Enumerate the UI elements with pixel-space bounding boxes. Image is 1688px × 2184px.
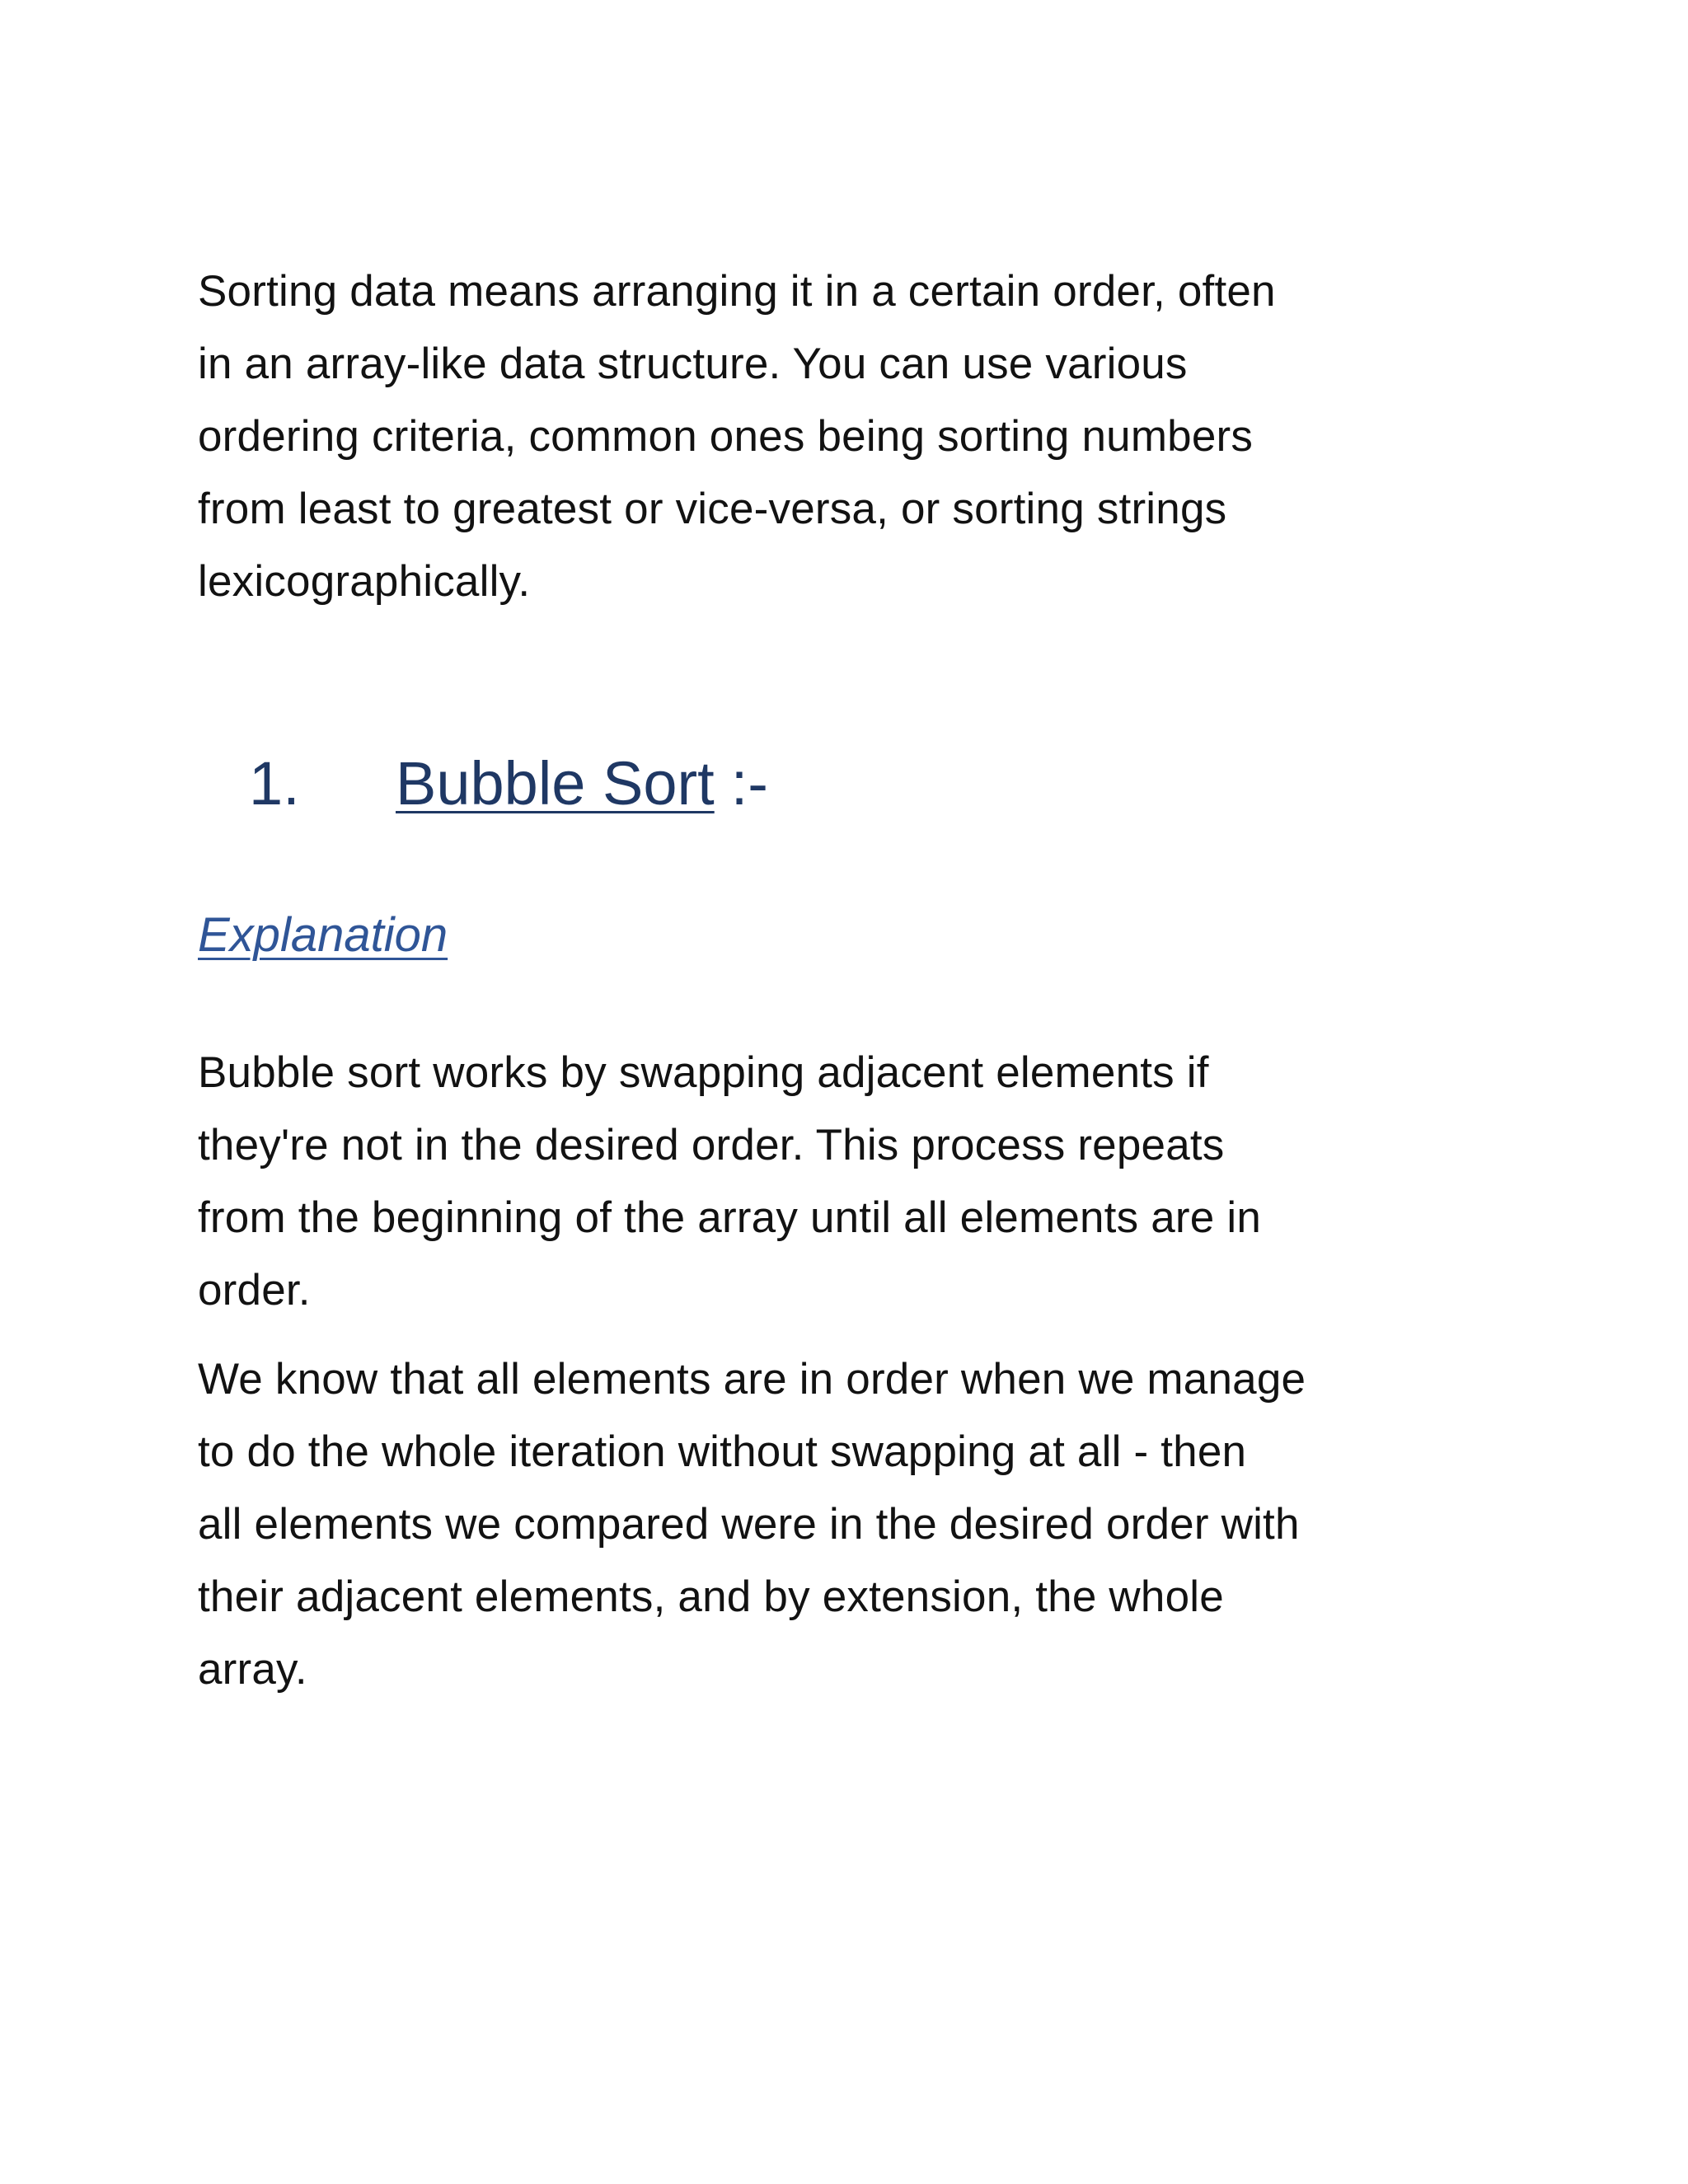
explanation-subheading: Explanation [198, 908, 448, 962]
bubble-sort-paragraph-1: Bubble sort works by swapping adjacent elements if they're not in the desired order. This process repeats from the beginning of the array until all elements are in order. [198, 1048, 1261, 1315]
section-suffix: :- [730, 748, 768, 818]
document-content [198, 255, 1508, 1706]
bubble-sort-paragraph-2: We know that all elements are in order when we manage to do the whole iteration without swapping at all - then all elements we compared were in the desired order with their adjacent elements, and by extension, the whole array. [198, 1355, 1306, 1694]
section-heading [198, 738, 1508, 828]
section-number: 1. [249, 748, 300, 818]
section-title: Bubble Sort [396, 748, 715, 818]
intro-paragraph: Sorting data means arranging it in a certain order, often in an array-like data structure. You can use various ordering criteria, common ones being sorting numbers from least to greatest or vice-versa, or sorting strings lexicographically. [198, 267, 1276, 606]
